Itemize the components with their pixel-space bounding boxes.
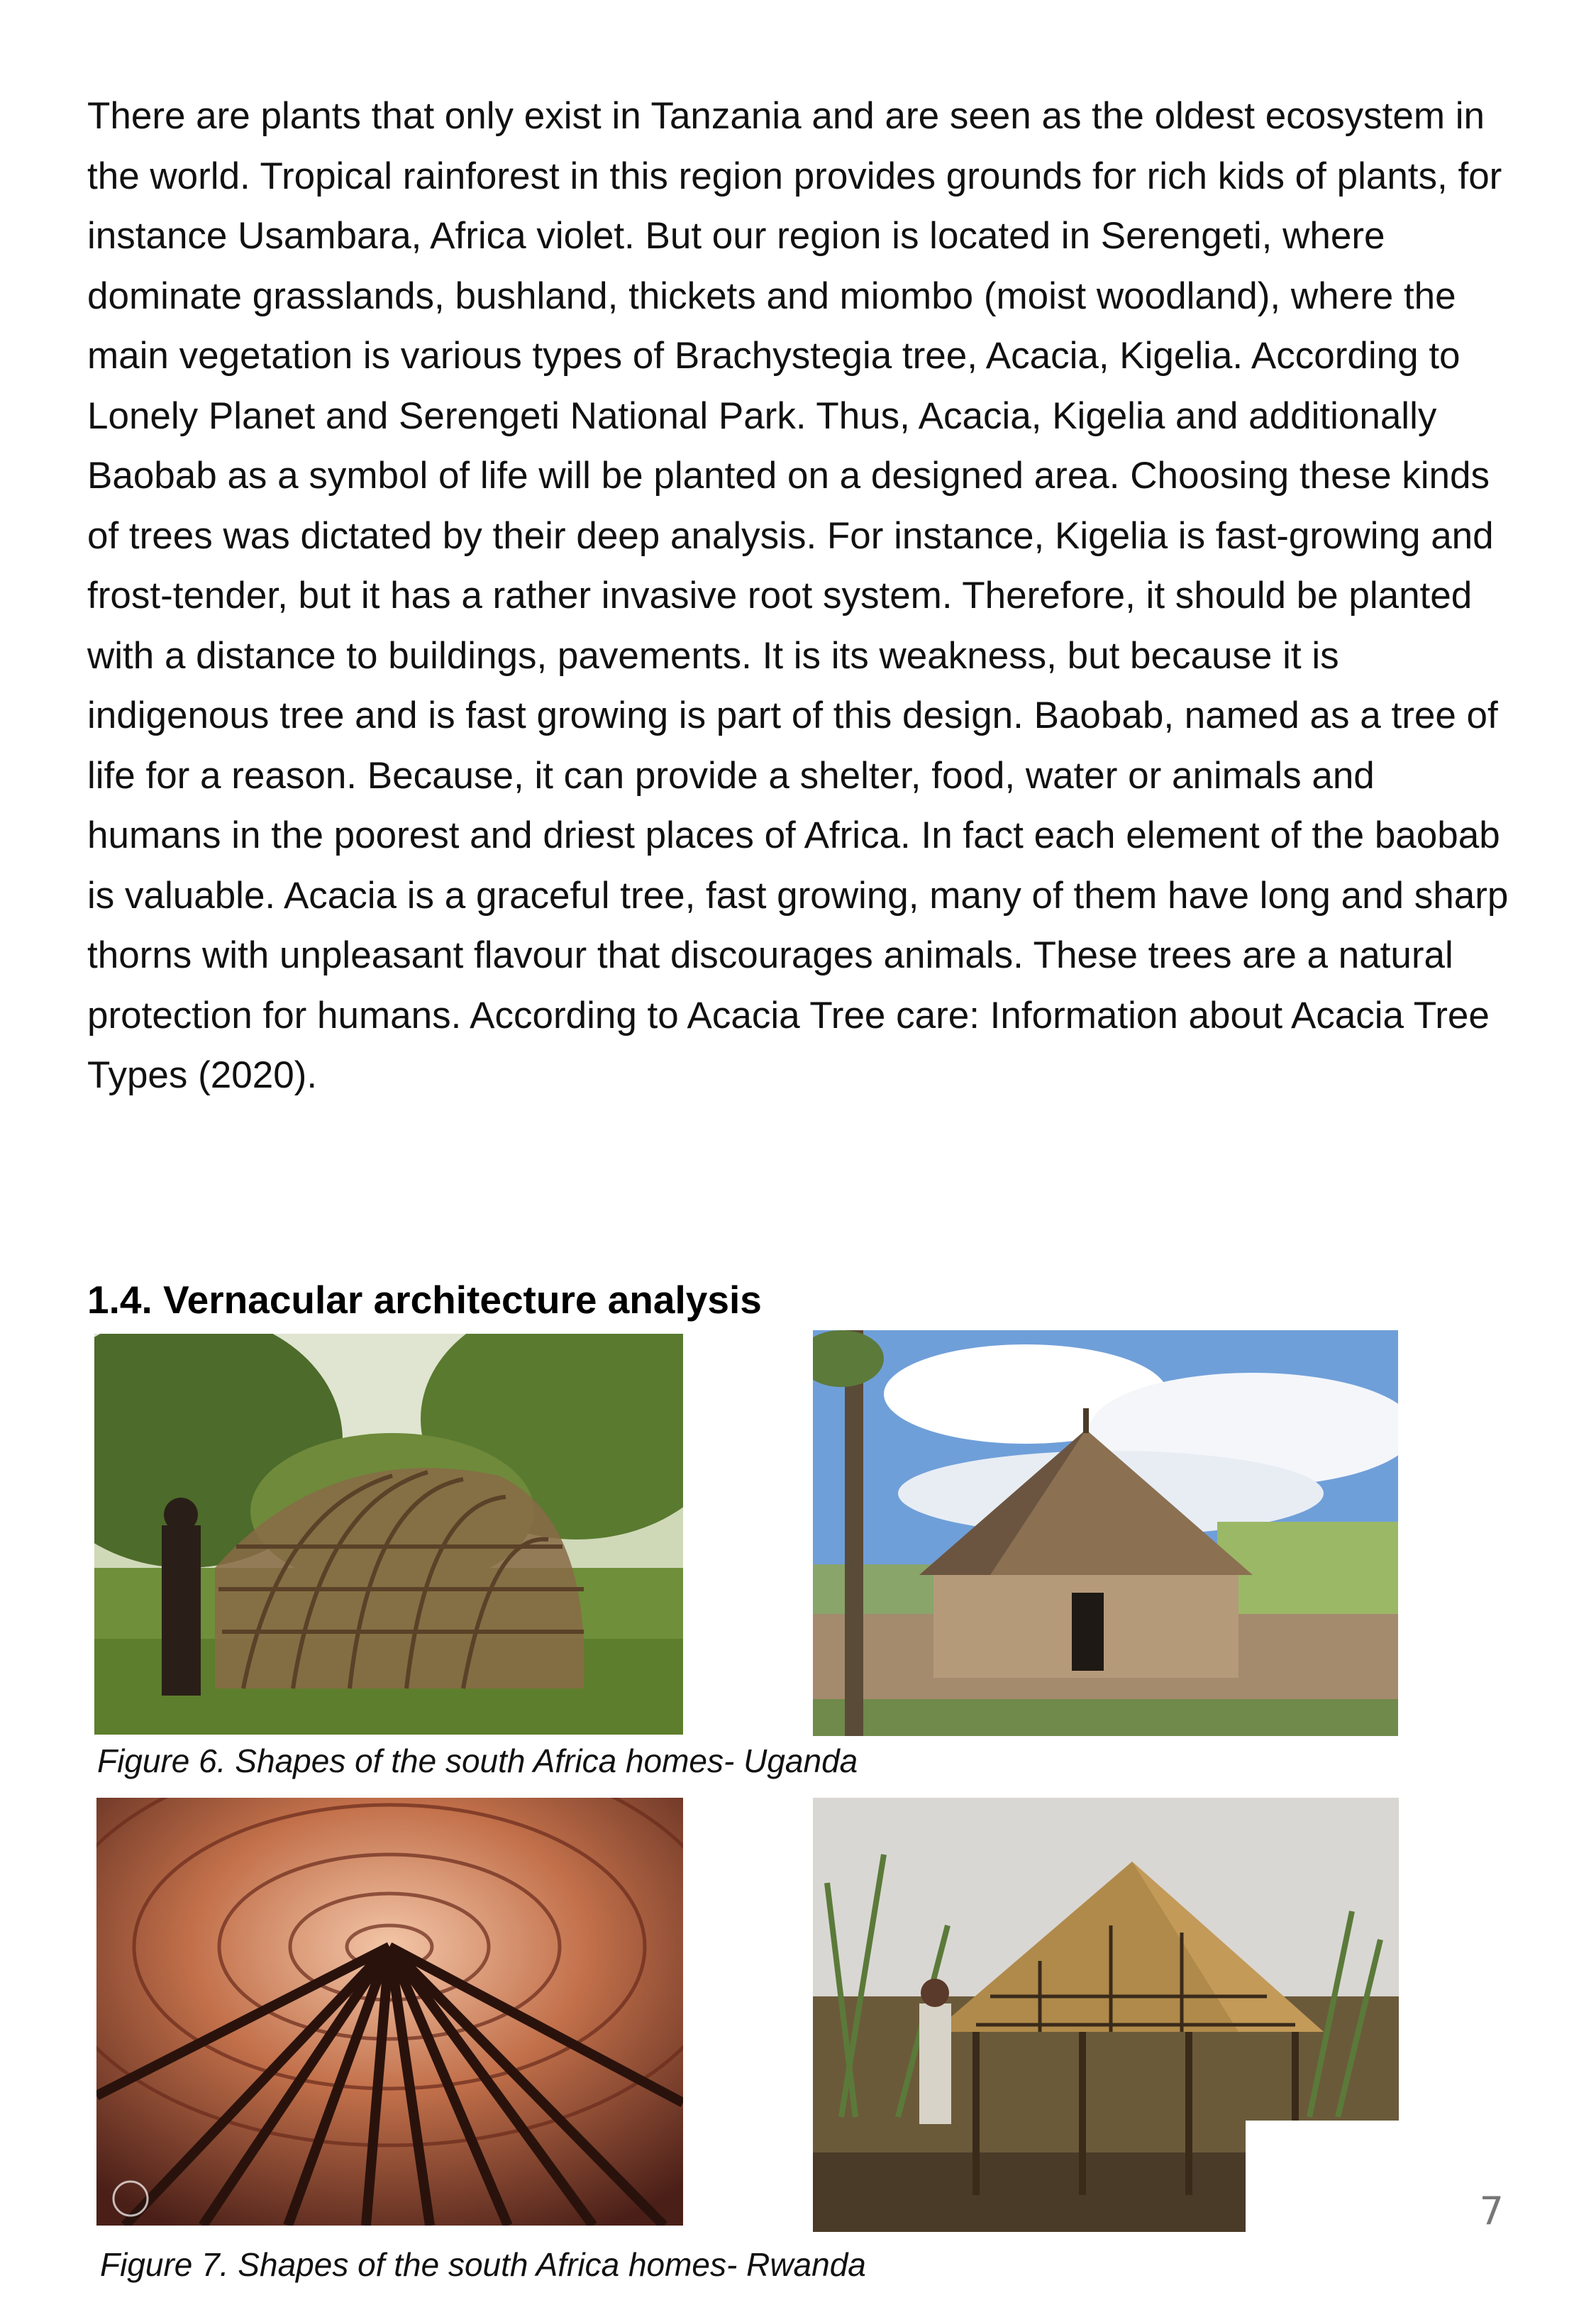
photo-woven-dome-hut: [94, 1334, 683, 1735]
photo-hut-construction: [813, 1798, 1399, 2232]
photo-thatched-mud-hut: [813, 1330, 1398, 1736]
section-heading: 1.4. Vernacular architecture analysis: [87, 1278, 762, 1322]
photo-dome-interior: [96, 1798, 683, 2226]
figure7-caption: Figure 7. Shapes of the south Africa homes- Rwanda: [100, 2246, 866, 2283]
figure6-caption: Figure 6. Shapes of the south Africa homes- Uganda: [97, 1742, 858, 1779]
page-number: 7: [1479, 2189, 1504, 2233]
body-paragraph: There are plants that only exist in Tanzania and are seen as the oldest ecosystem in the world. Tropical rainforest in this region provides grounds for rich kids of plants, for instance Usambara, Africa violet. But our region is located in Serengeti, where dominate grasslands, bushland, thickets and miombo (moist woodland), where the main vegetation is various types of Brachystegia tree, Acacia, Kigelia. According to Lonely Planet and Serengeti National Park. Thus, Acacia, Kigelia and additionally Baobab as a symbol of life will be planted on a designed area. Choosing these kinds of trees was dictated by their deep analysis. For instance, Kigelia is fast-growing and frost-tender, but it has a rather invasive root system. Therefore, it should be planted with a distance to buildings, pavements. It is its weakness, but because it is indigenous tree and is fast growing is part of this design. Baobab, named as a tree of life for a reason. Because, it can provide a shelter, food, water or animals and humans in the poorest and driest places of Africa. In fact each element of the baobab is valuable. Acacia is a graceful tree, fast growing, many of them have long and sharp thorns with unpleasant flavour that discourages animals. These trees are a natural protection for humans. According to Acacia Tree care: Information about Acacia Tree Types (2020).: [87, 95, 1509, 1096]
